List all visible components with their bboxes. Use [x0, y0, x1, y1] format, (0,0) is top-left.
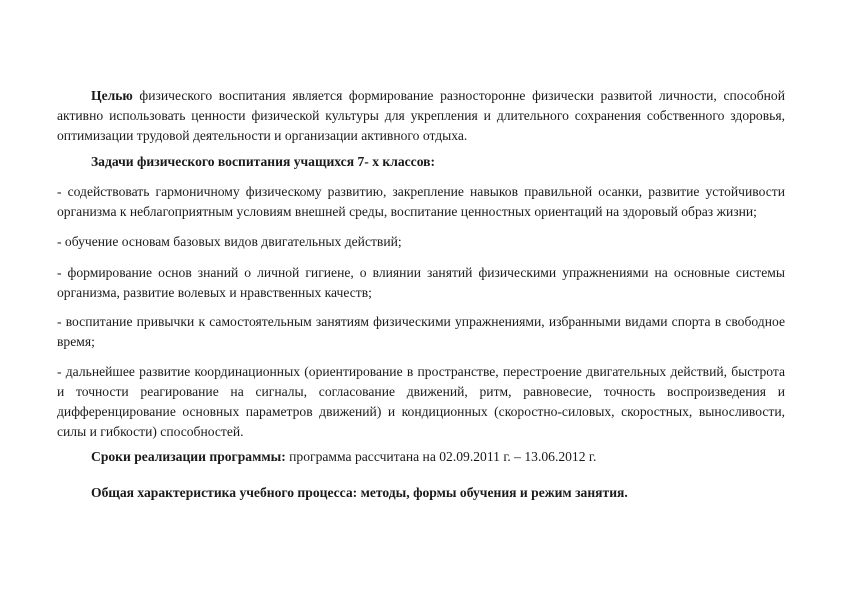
terms-paragraph [57, 447, 785, 467]
terms-value: программа рассчитана на 02.09.2011 г. – 13.06.2012 г. [285, 449, 597, 464]
task-item: - обучение основам базовых видов двигательных действий; [57, 234, 402, 249]
goal-text: физического воспитания является формирование разносторонне физически развитой личности, способной активно использовать ценности физической культуры для укрепления и длительного сохранения собственного здоровья, оптимизации трудовой деятельности и организации активного отдыха. [57, 88, 785, 143]
tasks-heading: Задачи физического воспитания учащихся 7- х классов: [91, 154, 436, 169]
terms-label: Сроки реализации программы: [91, 449, 286, 464]
task-item: - формирование основ знаний о личной гигиене, о влиянии занятий физическими упражнениями на основные системы организма, развитие волевых и нравственных качеств; [57, 265, 785, 300]
task-item: - воспитание привычки к самостоятельным занятиям физическими упражнениями, избранными видами спорта в свободное время; [57, 314, 785, 349]
goal-paragraph [57, 86, 785, 146]
task-item: - дальнейшее развитие координационных (ориентирование в пространстве, перестроение двигательных действий, быстрота и точности реагирование на сигналы, согласование движений, ритм, равновесие, точность воспроизведения и дифференцирование основных параметров движений) и кондиционных (скоростно-силовых, скоростных, выносливости, силы и гибкости) способностей. [57, 364, 785, 439]
task-item: - содействовать гармоничному физическому развитию, закрепление навыков правильной осанки, развитие устойчивости организма к неблагоприятным условиям внешней среды, воспитание ценностных ориентаций на здоровый образ жизни; [57, 184, 785, 219]
general-heading: Общая характеристика учебного процесса: методы, формы обучения и режим занятия. [91, 485, 628, 500]
goal-lead: Целью [91, 88, 133, 103]
